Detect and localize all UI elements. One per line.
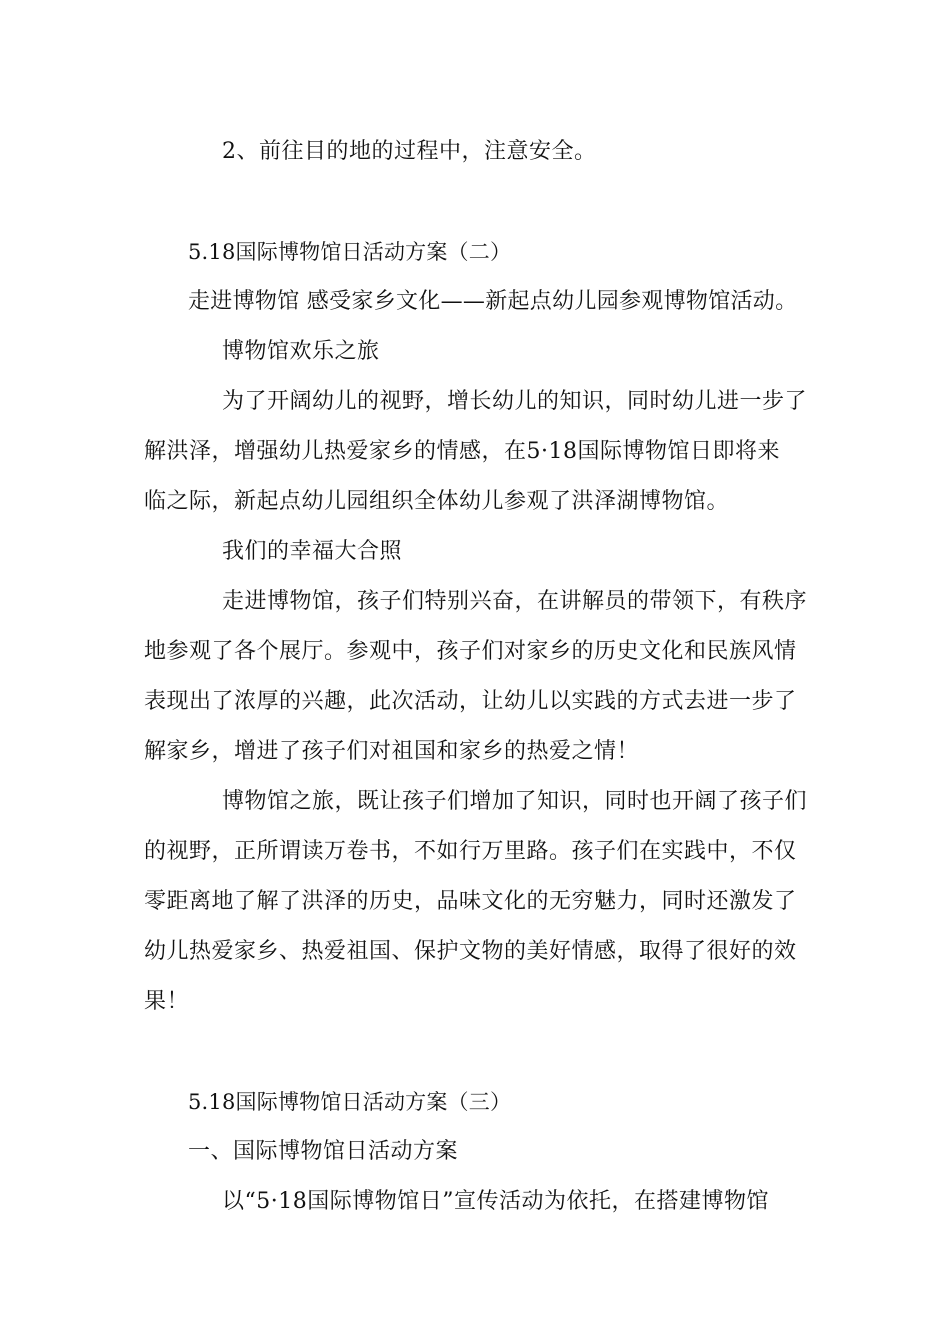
paragraph-line: 走进博物馆，孩子们特别兴奋，在讲解员的带领下，有秩序: [222, 589, 808, 614]
paragraph-line: 解洪泽，增强幼儿热爱家乡的情感，在5·18国际博物馆日即将来: [144, 439, 780, 464]
paragraph-line: 零距离地了解了洪泽的历史，品味文化的无穷魅力，同时还激发了: [144, 889, 797, 914]
section3-title: 5.18国际博物馆日活动方案（三）: [188, 1090, 512, 1114]
paragraph-line: 果！: [144, 989, 190, 1014]
paragraph-line: 的视野，正所谓读万卷书，不如行万里路。孩子们在实践中，不仅: [144, 839, 797, 864]
section2-subtitle: 走进博物馆 感受家乡文化——新起点幼儿园参观博物馆活动。: [188, 289, 798, 314]
note-item: 2、前往目的地的过程中，注意安全。: [222, 139, 597, 164]
heading-happy-trip: 博物馆欢乐之旅: [222, 339, 380, 364]
paragraph-line: 为了开阔幼儿的视野，增长幼儿的知识，同时幼儿进一步了: [222, 389, 808, 414]
paragraph-line: 地参观了各个展厅。参观中，孩子们对家乡的历史文化和民族风情: [144, 639, 797, 664]
paragraph-line: 幼儿热爱家乡、热爱祖国、保护文物的美好情感，取得了很好的效: [144, 939, 797, 964]
section3-heading: 一、国际博物馆日活动方案: [188, 1139, 459, 1164]
paragraph-line: 表现出了浓厚的兴趣，此次活动，让幼儿以实践的方式去进一步了: [144, 689, 797, 714]
paragraph-line: 博物馆之旅，既让孩子们增加了知识，同时也开阔了孩子们: [222, 789, 808, 814]
heading-group-photo: 我们的幸福大合照: [222, 539, 403, 564]
paragraph-line: 临之际，新起点幼儿园组织全体幼儿参观了洪泽湖博物馆。: [144, 489, 730, 514]
section2-title: 5.18国际博物馆日活动方案（二）: [188, 240, 512, 264]
paragraph-line: 解家乡，增进了孩子们对祖国和家乡的热爱之情！: [144, 739, 640, 764]
section3-paragraph-line: 以“5·18国际博物馆日”宣传活动为依托，在搭建博物馆: [222, 1189, 769, 1214]
